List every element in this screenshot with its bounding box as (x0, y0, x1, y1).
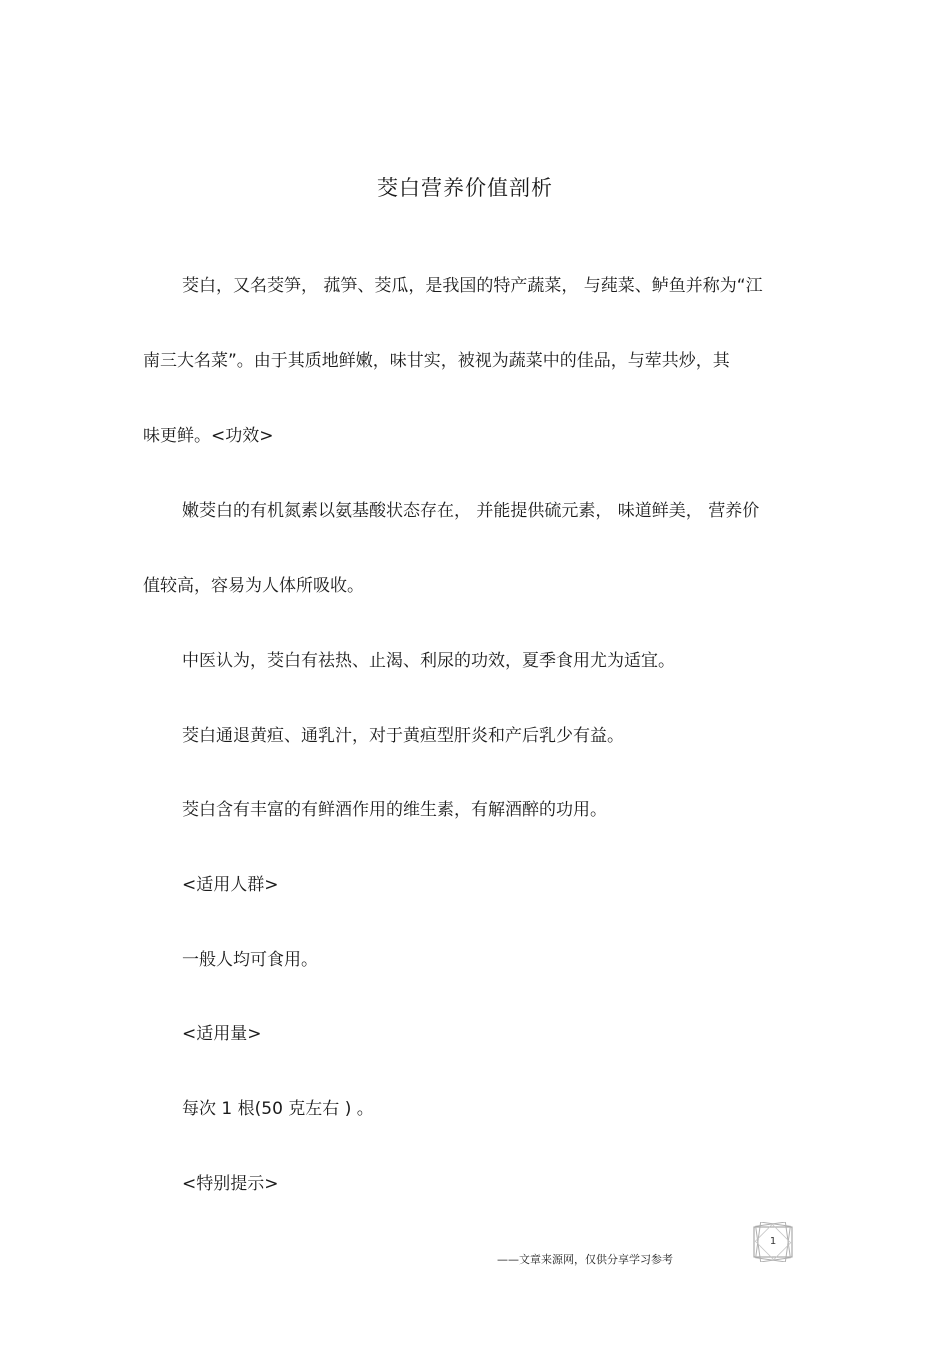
paragraph-line: 味更鲜。<功效> (143, 426, 274, 446)
document-title: 茭白营养价值剖析 (377, 176, 553, 200)
footer-source-note: ——文章来源网，仅供分享学习参考 (497, 1253, 673, 1266)
paragraph-line: 茭白，又名茭笋， 菰笋、茭瓜，是我国的特产蔬菜， 与莼菜、鲈鱼并称为“江 (182, 276, 763, 296)
section-heading: <适用人群> (182, 875, 279, 895)
paragraph-line: 每次 1 根(50 克左右 ) 。 (182, 1099, 374, 1119)
section-heading: <适用量> (182, 1024, 262, 1044)
section-heading: <特别提示> (182, 1174, 279, 1194)
paragraph-line: 茭白通退黄疸、通乳汁，对于黄疸型肝炎和产后乳少有益。 (182, 726, 624, 746)
paragraph-line: 南三大名菜”。由于其质地鲜嫩，味甘实，被视为蔬菜中的佳品，与荤共炒，其 (143, 351, 730, 371)
paragraph-line: 嫩茭白的有机氮素以氨基酸状态存在， 并能提供硫元素， 味道鲜美， 营养价 (182, 501, 760, 521)
paragraph-line: 一般人均可食用。 (182, 950, 318, 970)
paragraph-line: 茭白含有丰富的有鲜酒作用的维生素，有解酒醉的功用。 (182, 800, 607, 820)
paragraph-line: 中医认为，茭白有祛热、止渴、利尿的功效，夏季食用尤为适宜。 (182, 651, 675, 671)
page-number: 1 (769, 1236, 777, 1247)
paragraph-line: 值较高，容易为人体所吸收。 (143, 576, 364, 596)
